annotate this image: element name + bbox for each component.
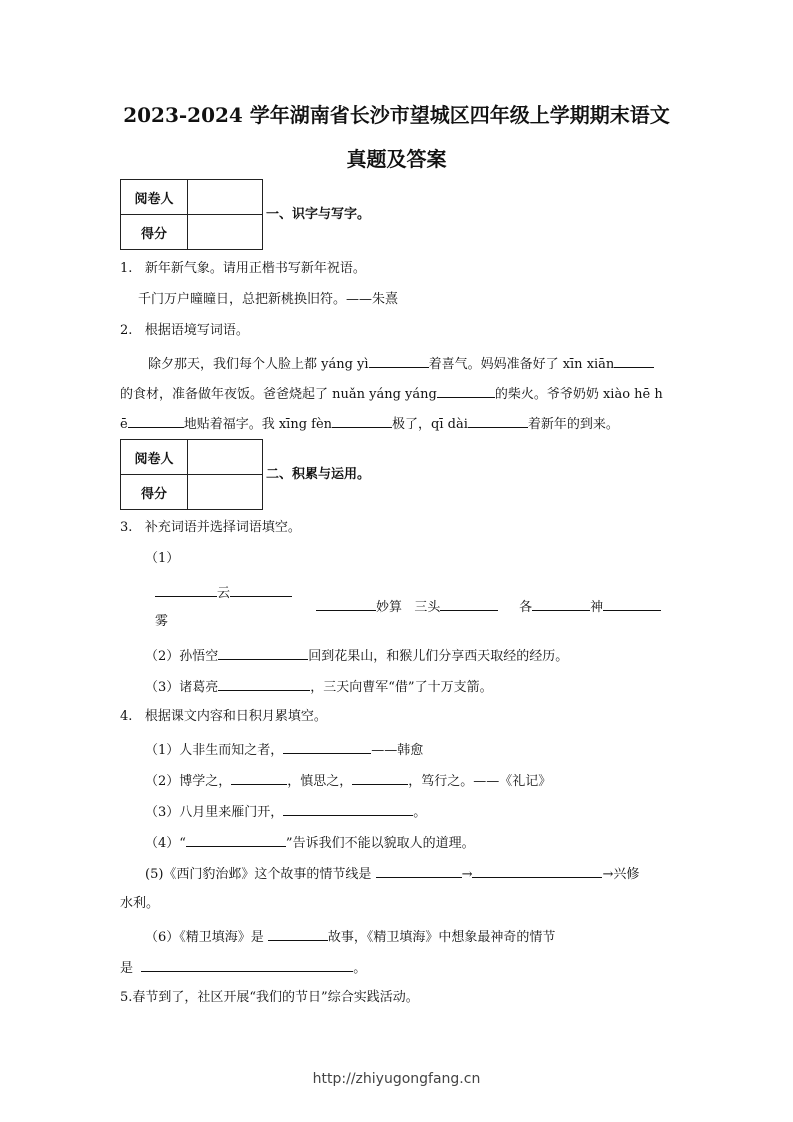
section-2-heading: 二、积累与运用。 [266, 467, 371, 482]
q4-text-part: (5)《西门豹治邺》这个故事的情节线是 [145, 867, 372, 882]
q4-text-part: ”告诉我们不能以貌取人的道理。 [285, 836, 475, 851]
q4-text-part: ，笃行之。——《礼记》 [408, 774, 552, 789]
blank-sunwukong[interactable] [218, 647, 308, 660]
q4-line [120, 709, 327, 725]
q3-word-row [316, 598, 661, 616]
blank-zhugeliang[interactable] [218, 678, 310, 691]
q4-text-part: （6）《精卫填海》是 [145, 930, 264, 945]
q4-text-part: 。 [353, 961, 367, 976]
q4-item-6 [145, 928, 555, 946]
q4-text-part: 故事，《精卫填海》中想象最神奇的情节 [327, 930, 556, 945]
q4-item-5-cont: 水利。 [120, 896, 160, 911]
arrow-icon: → [461, 867, 473, 882]
q3-part3 [145, 678, 493, 696]
q3-word: 妙算 [376, 600, 403, 615]
blank-qidai[interactable] [468, 415, 528, 428]
q4-item-3 [145, 803, 426, 821]
q2-text-part: 的柴火。爷爷奶奶 xiào hē h [494, 387, 663, 402]
q3-number: 3. [120, 520, 133, 535]
score-table-1 [120, 179, 263, 250]
blank-xiaohehe[interactable] [128, 415, 184, 428]
blank-yangyi[interactable] [369, 355, 429, 368]
q4-text: 根据课文内容和日积月累填空。 [144, 709, 327, 724]
q1-poem: 千门万户曈曈日，总把新桃换旧符。——朱熹 [138, 292, 399, 307]
q4-number: 4. [120, 709, 133, 724]
score-label: 得分 [121, 475, 188, 510]
q4-text-part: ，慎思之， [287, 774, 353, 789]
q2-text-part: 地贴着福字。我 xīng fèn [183, 417, 333, 432]
blank-q4-6b[interactable] [141, 959, 353, 972]
blank-ge[interactable] [532, 598, 590, 611]
q1-line [120, 261, 366, 277]
q4-item-5 [145, 865, 639, 883]
q4-text-part: （2）博学之， [145, 774, 232, 789]
q2-text-part: 着喜气。妈妈准备好了 xīn xiān [428, 357, 615, 372]
reviewer-cell[interactable] [188, 180, 263, 215]
q2-text-part: 极了，qī dài [392, 417, 468, 432]
q5-line [120, 990, 419, 1006]
q3-word: 神 [590, 600, 604, 615]
q3-line [120, 520, 301, 536]
blank-nuanyangyang[interactable] [437, 385, 495, 398]
q1-text: 新年新气象。请用正楷书写新年祝语。 [144, 261, 366, 276]
q2-text: 根据语境写词语。 [144, 323, 249, 338]
q1-number: 1. [120, 261, 133, 276]
blank-q4-2a[interactable] [231, 772, 287, 785]
section-1-heading: 一、识字与写字。 [266, 207, 371, 222]
reviewer-cell[interactable] [188, 440, 263, 475]
q2-text-part: 除夕那天，我们每个人脸上都 yáng yì [148, 357, 369, 372]
q4-text-part: （4）“ [145, 836, 186, 851]
blank-q4-5a[interactable] [376, 865, 462, 878]
q4-item-1 [145, 741, 423, 759]
q4-item-6-cont [120, 959, 366, 977]
score-cell[interactable] [188, 475, 263, 510]
q3-word-yun [155, 584, 292, 602]
q4-text-part: 。 [413, 805, 427, 820]
score-cell[interactable] [188, 215, 263, 250]
q2-line-1 [148, 355, 654, 373]
q3-part1-label: （1） [145, 551, 180, 566]
q2-line [120, 323, 249, 339]
q3-part2 [145, 647, 568, 665]
q5-text: 春节到了，社区开展“我们的节日”综合实践活动。 [132, 990, 419, 1005]
score-table-2 [120, 439, 263, 510]
blank-q4-4[interactable] [186, 834, 286, 847]
score-label: 得分 [121, 215, 188, 250]
title-line-1: 2023-2024 学年湖南省长沙市望城区四年级上学期期末语文 [123, 103, 670, 127]
q3-word: 云 [217, 586, 231, 601]
q2-number: 2. [120, 323, 133, 338]
q3-text-part: ，三天向曹军“借”了十万支箭。 [310, 680, 493, 695]
blank-yun-1[interactable] [155, 584, 217, 597]
blank-q4-3[interactable] [283, 803, 413, 816]
blank-xinxian[interactable] [614, 355, 654, 368]
title-line-2: 真题及答案 [346, 147, 447, 171]
q3-text-part: 回到花果山，和猴儿们分享西天取经的经历。 [308, 649, 569, 664]
q3-text-part: （3）诸葛亮 [145, 680, 219, 695]
reviewer-label: 阅卷人 [121, 440, 188, 475]
blank-q4-1[interactable] [283, 741, 371, 754]
blank-q4-5b[interactable] [472, 865, 602, 878]
q3-word: 各 [519, 600, 533, 615]
q4-text-part: →兴修 [602, 867, 640, 882]
q2-line-3 [120, 415, 619, 433]
q4-item-4 [145, 834, 475, 852]
footer-url[interactable]: http://zhiyugongfang.cn [312, 1071, 481, 1087]
q3-word: 三头 [414, 600, 441, 615]
blank-xingfen[interactable] [332, 415, 392, 428]
q3-text: 补充词语并选择词语填空。 [144, 520, 301, 535]
q2-text-part: 的食材，准备做年夜饭。爸爸烧起了 nuǎn yáng yáng [120, 387, 437, 402]
q4-text-part: 是 [120, 961, 134, 976]
q4-text-part: ——韩愈 [371, 743, 424, 758]
q2-text-part: 着新年的到来。 [527, 417, 619, 432]
q4-text-part: （1）人非生而知之者， [145, 743, 284, 758]
q2-text-part: ē [120, 417, 128, 432]
blank-q4-2b[interactable] [352, 772, 408, 785]
blank-yun-2[interactable] [230, 584, 292, 597]
blank-santou[interactable] [440, 598, 498, 611]
q3-word-wu: 雾 [155, 614, 169, 629]
blank-miaosuan[interactable] [316, 598, 376, 611]
q4-item-2 [145, 772, 551, 790]
blank-shen[interactable] [603, 598, 661, 611]
q2-line-2 [120, 385, 663, 403]
q5-number: 5. [120, 990, 133, 1005]
q3-text-part: （2）孙悟空 [145, 649, 219, 664]
blank-q4-6a[interactable] [268, 928, 328, 941]
q4-text-part: （3）八月里来雁门开， [145, 805, 284, 820]
reviewer-label: 阅卷人 [121, 180, 188, 215]
